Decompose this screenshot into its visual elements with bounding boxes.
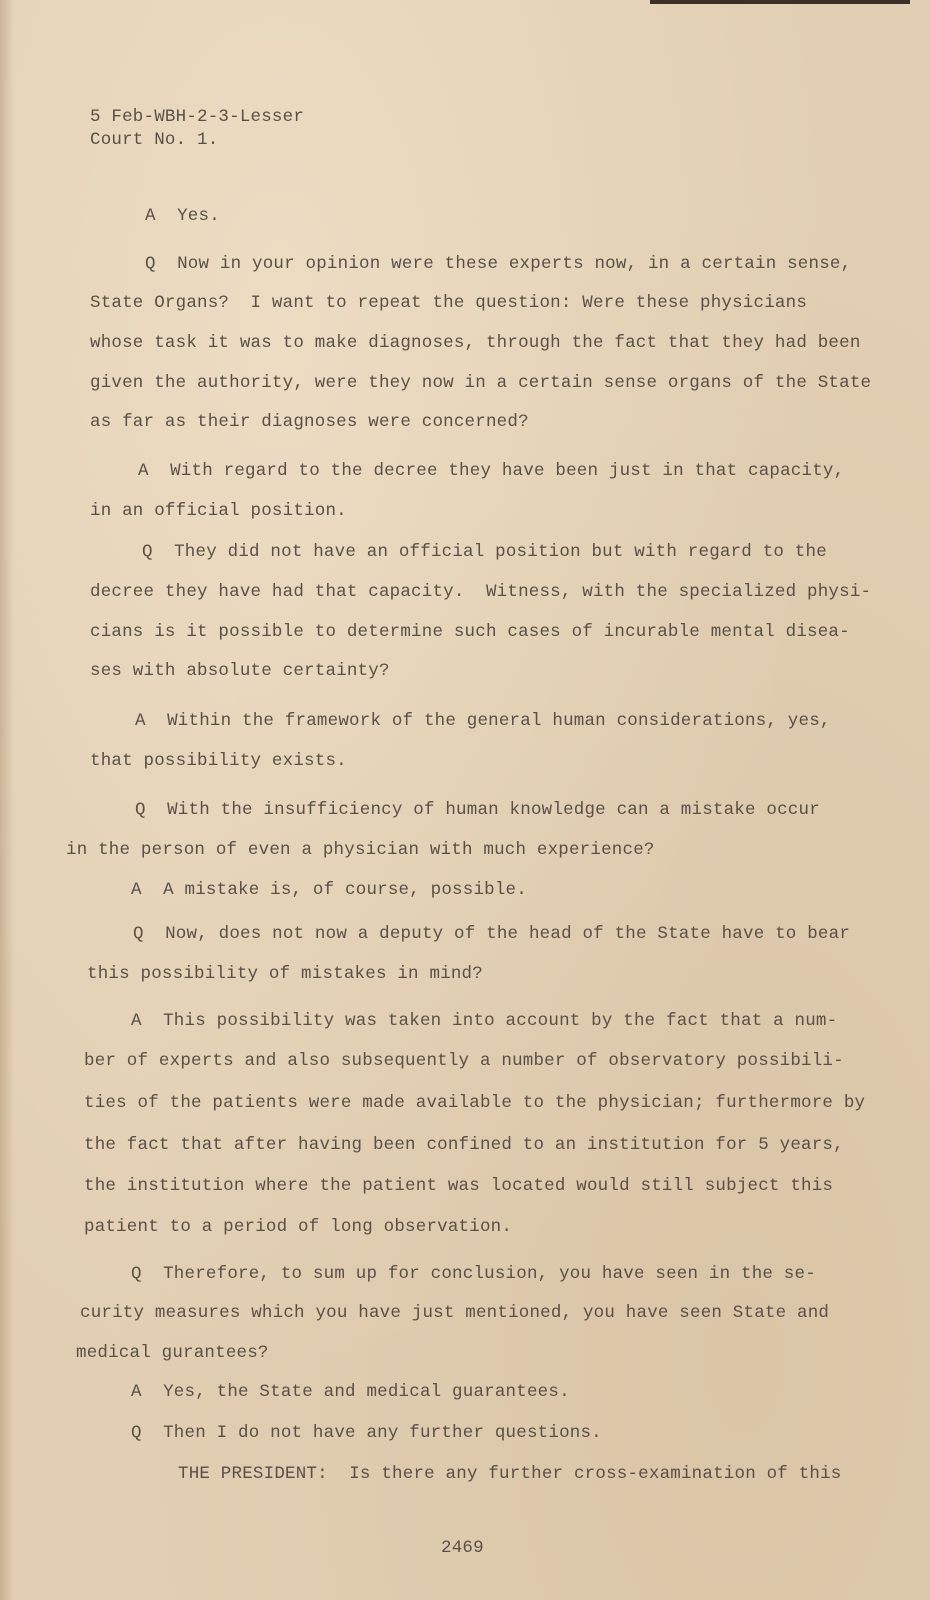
transcript-line: in an official position. (90, 501, 347, 521)
transcript-line: curity measures which you have just mentioned, you have seen State and (80, 1303, 830, 1323)
transcript-line: Q They did not have an official position but with regard to the (142, 542, 827, 562)
top-edge-mark (650, 0, 910, 4)
transcript-line: ses with absolute certainty? (90, 661, 390, 681)
transcript-line: this possibility of mistakes in mind? (87, 964, 483, 984)
transcript-line: A A mistake is, of course, possible. (131, 880, 527, 900)
transcript-line: A Yes. (145, 206, 220, 226)
transcript-line: the fact that after having been confined to an institution for 5 years, (84, 1135, 844, 1155)
transcript-line: as far as their diagnoses were concerned? (90, 412, 529, 432)
transcript-line: given the authority, were they now in a certain sense organs of the State (90, 373, 872, 393)
header-court: Court No. 1. (90, 130, 219, 150)
transcript-line: medical gurantees? (76, 1343, 269, 1363)
transcript-line: A Within the framework of the general human considerations, yes, (135, 711, 831, 731)
transcript-line: Q Now, does not now a deputy of the head of the State have to bear (133, 924, 851, 944)
transcript-line: A With regard to the decree they have been just in that capacity, (138, 461, 845, 481)
transcript-line: A Yes, the State and medical guarantees. (131, 1382, 570, 1402)
transcript-line: in the person of even a physician with much experience? (66, 840, 655, 860)
transcript-line: A This possibility was taken into account by the fact that a num- (131, 1011, 838, 1031)
transcript-line: decree they have had that capacity. Witness, with the specialized physi- (90, 582, 872, 602)
paper-edge (0, 0, 14, 1600)
header-reference: 5 Feb-WBH-2-3-Lesser (90, 107, 305, 127)
transcript-line: State Organs? I want to repeat the question: Were these physicians (90, 293, 808, 313)
transcript-line: Q Therefore, to sum up for conclusion, you have seen in the se- (131, 1264, 816, 1284)
transcript-line: whose task it was to make diagnoses, through the fact that they had been (90, 333, 861, 353)
transcript-line: Q Then I do not have any further questions. (131, 1423, 602, 1443)
transcript-line: ties of the patients were made available to the physician; furthermore by (84, 1093, 866, 1113)
transcript-line: that possibility exists. (90, 751, 347, 771)
transcript-line: the institution where the patient was located would still subject this (84, 1176, 834, 1196)
transcript-line: THE PRESIDENT: Is there any further cross-examination of this (178, 1464, 842, 1484)
transcript-line: Q Now in your opinion were these experts now, in a certain sense, (145, 254, 852, 274)
transcript-line: cians is it possible to determine such cases of incurable mental disea- (90, 622, 850, 642)
page-number: 2469 (441, 1538, 484, 1558)
transcript-line: ber of experts and also subsequently a number of observatory possibili- (84, 1051, 844, 1071)
transcript-line: Q With the insufficiency of human knowledge can a mistake occur (135, 800, 820, 820)
transcript-line: patient to a period of long observation. (84, 1217, 513, 1237)
